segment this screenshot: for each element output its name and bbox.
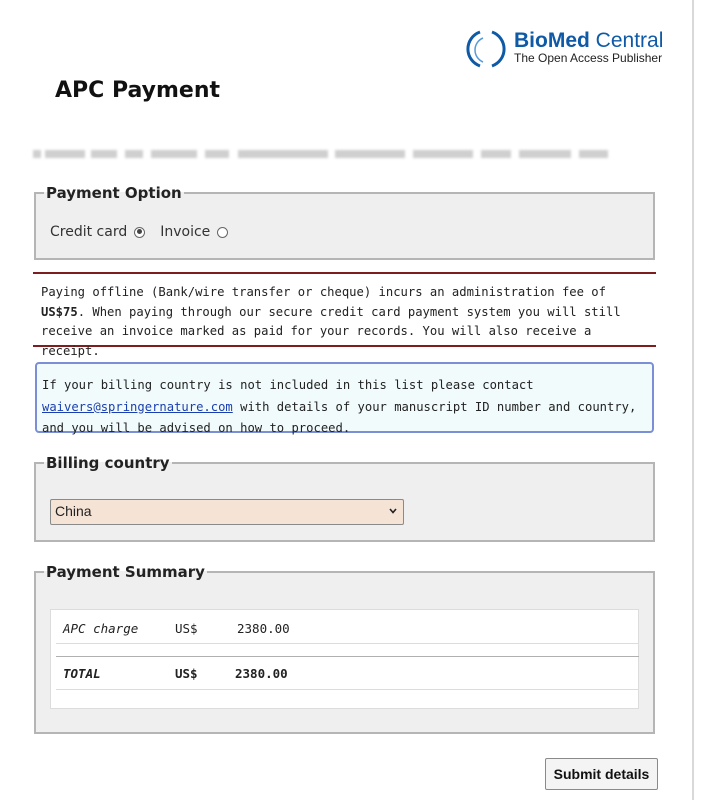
redacted-text (33, 148, 608, 160)
summary-currency: US$ (175, 621, 198, 636)
payment-summary-group (34, 563, 655, 734)
total-divider (56, 656, 639, 657)
payment-option-radios (50, 224, 238, 240)
payment-option-legend: Payment Option (46, 184, 182, 202)
billing-country-select[interactable] (50, 499, 404, 525)
billing-country-value: China (55, 503, 92, 519)
payment-summary-legend: Payment Summary (46, 563, 205, 581)
chevron-down-icon (389, 507, 397, 515)
row-divider (56, 689, 639, 690)
offline-fee-amount: US$75 (41, 304, 78, 319)
total-label: TOTAL (63, 666, 101, 681)
waivers-email-link[interactable]: waivers@springernature.com (42, 399, 233, 414)
total-amount: 2380.00 (235, 666, 288, 681)
summary-label: APC charge (63, 621, 139, 636)
billing-country-notice: If your billing country is not included in this list please contact waivers@springernature.com with details of your manuscript ID number and country, and you will be advised on how to proceed. (35, 362, 654, 433)
logo-brand: BioMed Central (514, 29, 664, 52)
total-currency: US$ (175, 666, 198, 681)
row-divider (56, 643, 639, 644)
credit-card-radio[interactable] (134, 227, 145, 238)
biomed-central-logo (462, 28, 676, 70)
payment-summary-table (50, 609, 639, 709)
logo-ring-icon (462, 28, 510, 70)
offline-fee-notice: Paying offline (Bank/wire transfer or cheque) incurs an administration fee of US$75. When paying through our secure credit card payment system you will still receive an invoice marked as paid for your records. You will also receive a receipt. (33, 272, 656, 347)
invoice-radio[interactable] (217, 227, 228, 238)
page-title: APC Payment (55, 78, 221, 103)
submit-details-button[interactable]: Submit details (545, 758, 658, 790)
invoice-label: Invoice (160, 224, 211, 240)
credit-card-label: Credit card (50, 224, 128, 240)
payment-option-group (34, 184, 655, 260)
summary-amount: 2380.00 (237, 621, 290, 636)
logo-tagline: The Open Access Publisher (514, 51, 663, 65)
billing-country-group (34, 454, 655, 542)
billing-country-legend: Billing country (46, 454, 170, 472)
page-scrollbar-edge (692, 0, 694, 800)
